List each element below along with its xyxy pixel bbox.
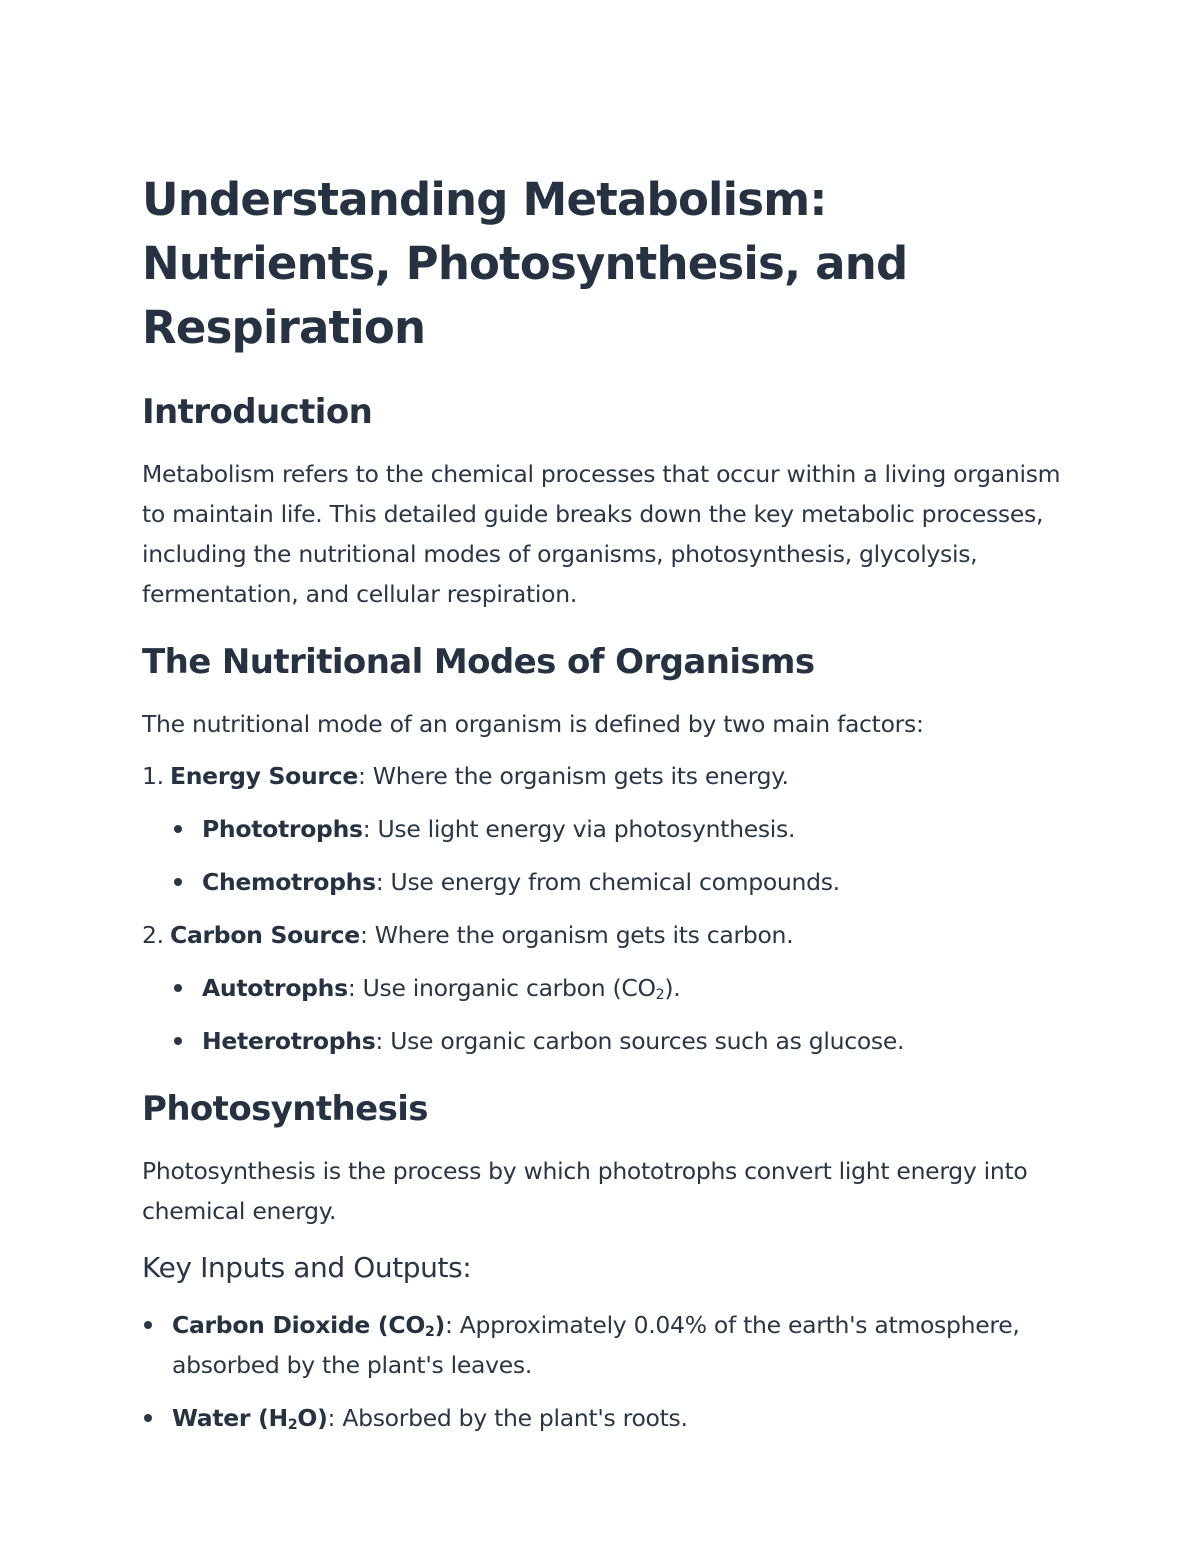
term-carbon-dioxide-text: Carbon Dioxide (CO <box>172 1311 425 1339</box>
document-page <box>142 168 1062 1451</box>
list-item-water <box>142 1398 1062 1438</box>
subscript: 2 <box>287 1417 298 1433</box>
list-item-phototrophs <box>172 809 1062 849</box>
term-chemotrophs: Chemotrophs <box>202 868 376 896</box>
page-title: Understanding Metabolism: Nutrients, Photosynthesis, and Respiration <box>142 173 908 354</box>
term-heterotrophs: Heterotrophs <box>202 1027 376 1055</box>
nutritional-factors-list <box>142 756 1062 1061</box>
energy-source-sublist <box>142 809 1062 902</box>
list-item-carbon-dioxide <box>142 1305 1062 1385</box>
heading-introduction: Introduction <box>142 392 373 432</box>
term-carbon-source: Carbon Source <box>170 921 360 949</box>
key-inputs-list <box>142 1305 1062 1438</box>
list-item-chemotrophs <box>172 862 1062 902</box>
list-number: 1. <box>142 762 164 790</box>
term-water-end: O) <box>297 1404 328 1432</box>
desc-chemotrophs: : Use energy from chemical compounds. <box>375 868 840 896</box>
list-item-energy-source <box>142 756 1062 796</box>
bullet-icon <box>174 878 182 886</box>
subheading-key-inputs: Key Inputs and Outputs: <box>142 1251 472 1284</box>
heading-photosynthesis: Photosynthesis <box>142 1089 428 1129</box>
list-item-heterotrophs <box>172 1021 1062 1061</box>
desc-autotrophs: : Use inorganic carbon (CO <box>347 974 656 1002</box>
bullet-icon <box>174 1037 182 1045</box>
photosynthesis-paragraph: Photosynthesis is the process by which phototrophs convert light energy into chemical energy. <box>142 1157 1028 1225</box>
term-water-text: Water (H <box>172 1404 288 1432</box>
term-water <box>172 1404 328 1432</box>
bullet-icon <box>174 984 182 992</box>
bullet-icon <box>144 1414 152 1422</box>
term-energy-source: Energy Source <box>170 762 358 790</box>
term-autotrophs: Autotrophs <box>202 974 348 1002</box>
list-item-carbon-source <box>142 915 1062 955</box>
desc-carbon-source: : Where the organism gets its carbon. <box>359 921 794 949</box>
desc-autotrophs-end: ). <box>664 974 681 1002</box>
desc-energy-source: : Where the organism gets its energy. <box>358 762 789 790</box>
bullet-icon <box>174 825 182 833</box>
term-phototrophs: Phototrophs <box>202 815 363 843</box>
desc-phototrophs: : Use light energy via photosynthesis. <box>362 815 796 843</box>
list-item-autotrophs <box>172 968 1062 1008</box>
desc-carbon-dioxide: : Approximately 0.04% of the earth's atmosphere, absorbed by the plant's leaves. <box>172 1311 1020 1379</box>
subscript: 2 <box>655 987 665 1003</box>
nutritional-modes-paragraph: The nutritional mode of an organism is defined by two main factors: <box>142 710 924 738</box>
subscript: 2 <box>425 1324 435 1340</box>
term-carbon-dioxide-end: ) <box>434 1311 445 1339</box>
list-number: 2. <box>142 921 164 949</box>
carbon-source-sublist <box>142 968 1062 1061</box>
desc-water: : Absorbed by the plant's roots. <box>327 1404 688 1432</box>
introduction-paragraph: Metabolism refers to the chemical processes that occur within a living organism to maintain life. This detailed guide breaks down the key metabolic processes, including the nutritional modes of organisms, photosynthesis, glycolysis, fermentation, and cellular respiration. <box>142 460 1061 608</box>
desc-heterotrophs: : Use organic carbon sources such as glucose. <box>375 1027 905 1055</box>
term-carbon-dioxide <box>172 1311 445 1339</box>
bullet-icon <box>144 1321 152 1329</box>
heading-nutritional-modes: The Nutritional Modes of Organisms <box>142 642 815 682</box>
